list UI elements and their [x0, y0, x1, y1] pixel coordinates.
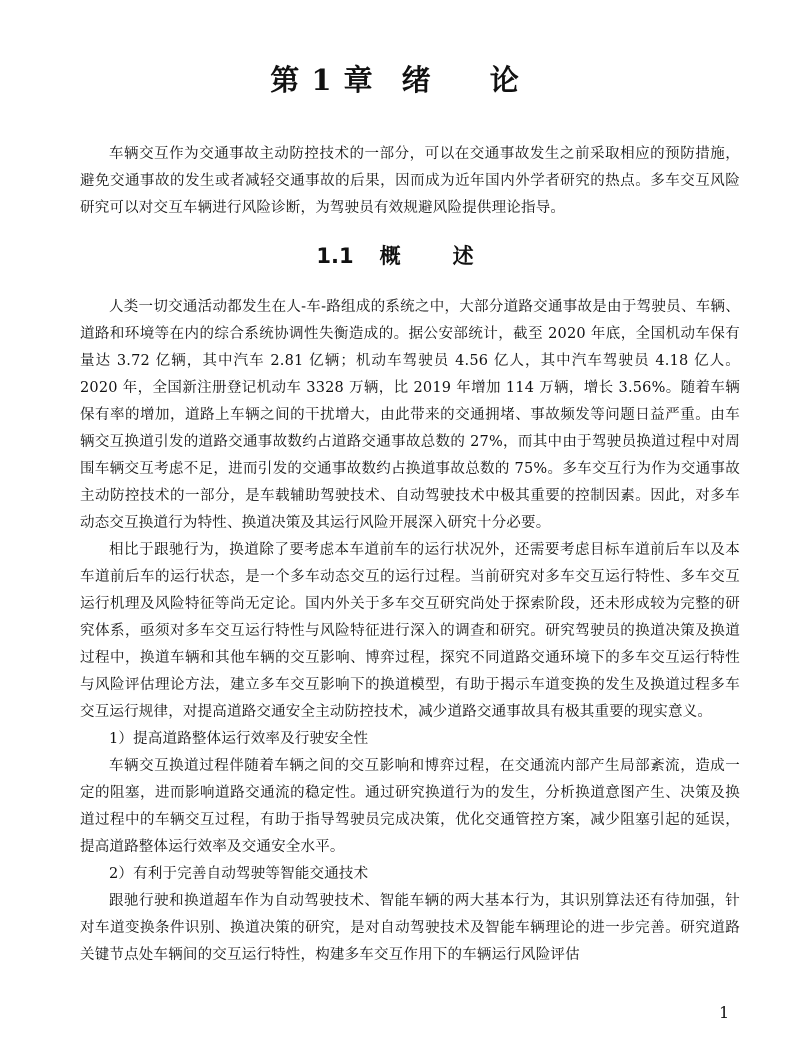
chapter-title-word-1: 绪 — [401, 63, 432, 97]
body-paragraph: 车辆交互换道过程伴随着车辆之间的交互影响和博弈过程，在交通流内部产生局部紊流，造成一定的阻塞，进而影响道路交通流的稳定性。通过研究换道行为的发生，分析换道意图产生、决策及换道过程中的车辆交互过程，有助于指导驾驶员完成决策，优化交通管控方案，减少阻塞引起的延误，提高道路整体运行效率及交通安全水平。 — [80, 758, 740, 855]
chapter-title-word-2: 论 — [489, 63, 520, 97]
chapter-intro — [80, 141, 740, 222]
intro-paragraph: 车辆交互作为交通事故主动防控技术的一部分，可以在交通事故发生之前采取相应的预防措施，避免交通事故的发生或者减轻交通事故的后果，因而成为近年国内外学者研究的热点。多车交互风险研究可以对交互车辆进行风险诊断，为驾驶员有效规避风险提供理论指导。 — [80, 146, 740, 216]
page-number: 1 — [719, 1003, 730, 1022]
section-title-word-1: 概 — [379, 244, 401, 268]
body-paragraph: 人类一切交通活动都发生在人-车-路组成的系统之中，大部分道路交通事故是由于驾驶员、车辆、道路和环境等在内的综合系统协调性失衡造成的。据公安部统计，截至 2020 年底，全国机动车保有量达 3.72 亿辆，其中汽车 2.81 亿辆；机动车驾驶员 4.56 亿人，其中汽车驾驶员 4.18 亿人。2020 年，全国新注册登记机动车 3328 万辆，比 2019 年增加 114 万辆，增长 3.56%。随着车辆保有率的增加，道路上车辆之间的干扰增大，由此带来的交通拥堵、事故频发等问题日益严重。由车辆交互换道引发的道路交通事故数约占道路交通事故总数的 27%，而其中由于驾驶员换道过程中对周围车辆交互考虑不足，进而引发的交通事故数约占换道事故总数的 75%。多车交互行为作为交通事故主动防控技术的一部分，是车载辅助驾驶技术、自动驾驶技术中极其重要的控制因素。因此，对多车动态交互换道行为特性、换道决策及其运行风险开展深入研究十分必要。 — [80, 299, 740, 531]
body-paragraph: 相比于跟驰行为，换道除了要考虑本车道前车的运行状况外，还需要考虑目标车道前后车以及本车道前后车的运行状态，是一个多车动态交互的运行过程。当前研究对多车交互运行特性、多车交互运行机理及风险特征等尚无定论。国内外关于多车交互研究尚处于探索阶段，还未形成较为完整的研究体系，亟须对多车交互运行特性与风险特征进行深入的调查和研究。研究驾驶员的换道决策及换道过程中，换道车辆和其他车辆的交互影响、博弈过程，探究不同道路交通环境下的多车交互运行特性与风险评估理论方法，建立多车交互影响下的换道模型，有助于揭示车道变换的发生及换道过程多车交互运行规律，对提高道路交通安全主动防控技术，减少道路交通事故具有极其重要的现实意义。 — [80, 542, 740, 720]
section-title-word-2: 述 — [452, 244, 474, 268]
body-paragraph: 跟驰行驶和换道超车作为自动驾驶技术、智能车辆的两大基本行为，其识别算法还有待加强，针对车道变换条件识别、换道决策的研究，是对自动驾驶技术及智能车辆理论的进一步完善。研究道路关键节点处车辆间的交互运行特性，构建多车交互作用下的车辆运行风险评估 — [80, 893, 740, 963]
section-number: 1.1 — [316, 244, 354, 268]
section-body — [80, 294, 740, 969]
chapter-title — [0, 58, 790, 99]
list-item-heading: 1）提高道路整体运行效率及行驶安全性 — [109, 731, 369, 747]
list-item-heading: 2）有利于完善自动驾驶等智能交通技术 — [109, 866, 369, 882]
section-title — [0, 240, 790, 270]
chapter-number: 第 1 章 — [270, 63, 374, 97]
